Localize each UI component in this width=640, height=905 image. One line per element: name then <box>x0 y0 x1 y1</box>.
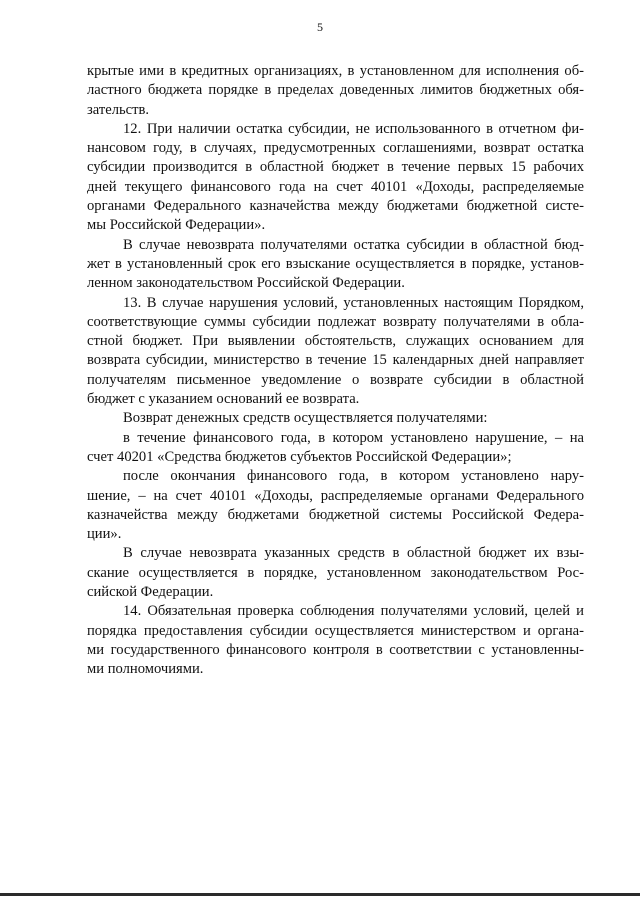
text-line: ленном законодательством Российской Федерации. <box>87 275 405 292</box>
text-line: 14. Обязательная проверка соблюдения получателями условий, целей и <box>123 603 584 620</box>
text-line: 13. В случае нарушения условий, установленных настоящим Порядком, <box>123 294 584 311</box>
text-line: Возврат денежных средств осуществляется получателями: <box>123 410 488 427</box>
text-line: зательств. <box>87 101 150 118</box>
text-line: мы Российской Федерации». <box>87 217 266 234</box>
text-line: В случае невозврата указанных средств в областной бюджет их взы- <box>123 545 584 562</box>
text-line: ми полномочиями. <box>87 661 204 678</box>
text-line: жет в установленный срок его взыскание осуществляется в порядке, установ- <box>87 255 584 272</box>
text-line: сийской Федерации. <box>87 584 214 601</box>
text-line: ции». <box>87 526 122 543</box>
text-line: ми государственного финансового контроля в соответствии с установленны- <box>87 641 584 658</box>
text-line: нансовом году, в случаях, предусмотренных соглашениями, возврат остатка <box>87 140 584 157</box>
text-line: соответствующие суммы субсидии подлежат возврату получателями в обла- <box>87 313 584 330</box>
text-line: порядка предоставления субсидии осуществляется министерством и органа- <box>87 622 584 639</box>
text-line: субсидии производится в областной бюджет в течение первых 15 рабочих <box>87 159 584 176</box>
document-body <box>87 62 584 680</box>
text-line: в течение финансового года, в котором установлено нарушение, – на <box>123 429 584 446</box>
text-line: скание осуществляется в порядке, установленном законодательством Рос- <box>87 564 584 581</box>
text-line: бюджет с указанием оснований ее возврата. <box>87 391 360 408</box>
text-line: стной бюджет. При выявлении обстоятельств, служащих основанием для <box>87 333 584 350</box>
text-line: после окончания финансового года, в котором установлено нару- <box>123 468 584 485</box>
text-line: дней текущего финансового года на счет 40101 «Доходы, распределяемые <box>87 178 584 195</box>
text-line: счет 40201 «Средства бюджетов субъектов Российской Федерации»; <box>87 448 512 465</box>
text-line: ластного бюджета порядке в пределах доведенных лимитов бюджетных обя- <box>87 82 584 99</box>
text-line: крытые ими в кредитных организациях, в установленном для исполнения об- <box>87 63 584 79</box>
page-number: 5 <box>317 20 323 34</box>
text-line: 12. При наличии остатка субсидии, не использованного в отчетном фи- <box>123 120 584 137</box>
text-line: получателям письменное уведомление о возврате субсидии в областной <box>87 371 584 388</box>
text-line: казначейства между бюджетами бюджетной системы Российской Федера- <box>87 506 584 523</box>
text-line: возврата субсидии, министерство в течение 15 календарных дней направляет <box>87 352 584 369</box>
bottom-border-line <box>0 893 640 896</box>
text-line: органами Федерального казначейства между бюджетами бюджетной систе- <box>87 198 584 215</box>
text-line: шение, – на счет 40101 «Доходы, распределяемые органами Федерального <box>87 487 584 504</box>
text-line: В случае невозврата получателями остатка субсидии в областной бюд- <box>123 236 584 253</box>
